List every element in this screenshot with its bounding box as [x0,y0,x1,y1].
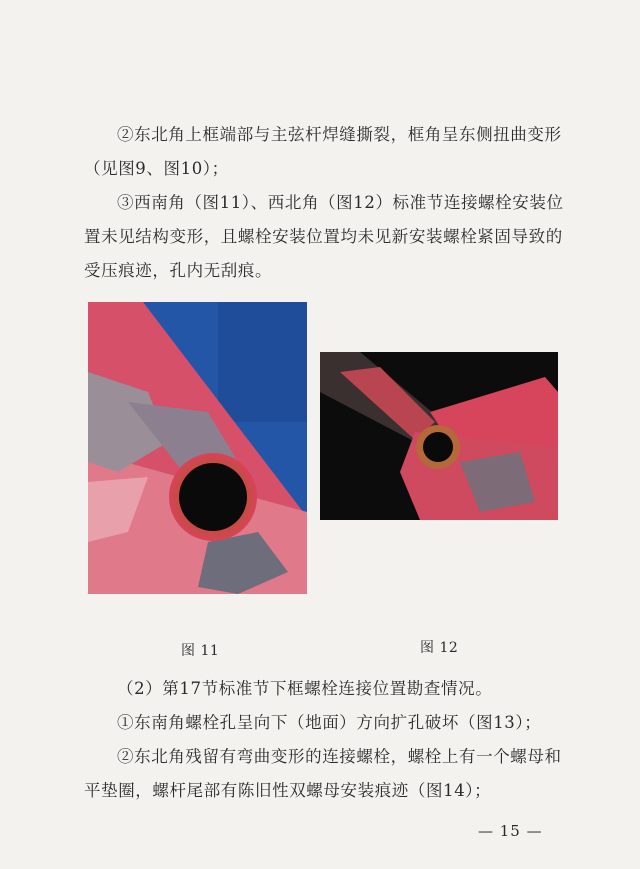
paragraph-southeast-corner: ①东南角螺栓孔呈向下（地面）方向扩孔破坏（图13）； [117,713,542,732]
figure-11-caption: 图 11 [181,643,220,659]
paragraph-section-2: （2）第17节标准节下框螺栓连接位置勘查情况。 [117,679,493,698]
paragraph-northeast-bolt: ②东北角残留有弯曲变形的连接螺栓，螺栓上有一个螺母和平垫圈，螺杆尾部有陈旧性双螺母安装痕迹（图14）； [84,747,562,800]
figure-12-photo [320,352,558,520]
figure-12-caption: 图 12 [420,640,459,656]
paragraph-southwest-northwest: ③西南角（图11）、西北角（图12）标准节连接螺栓安装位置未见结构变形，且螺栓安装位置均未见新安装螺栓紧固导致的受压痕迹，孔内无刮痕。 [84,193,564,280]
page-number: — 15 — [478,822,543,840]
figure-11-photo [88,302,307,594]
paragraph-northeast-corner: ②东北角上框端部与主弦杆焊缝撕裂，框角呈东侧扭曲变形（见图9、图10）； [84,125,562,178]
